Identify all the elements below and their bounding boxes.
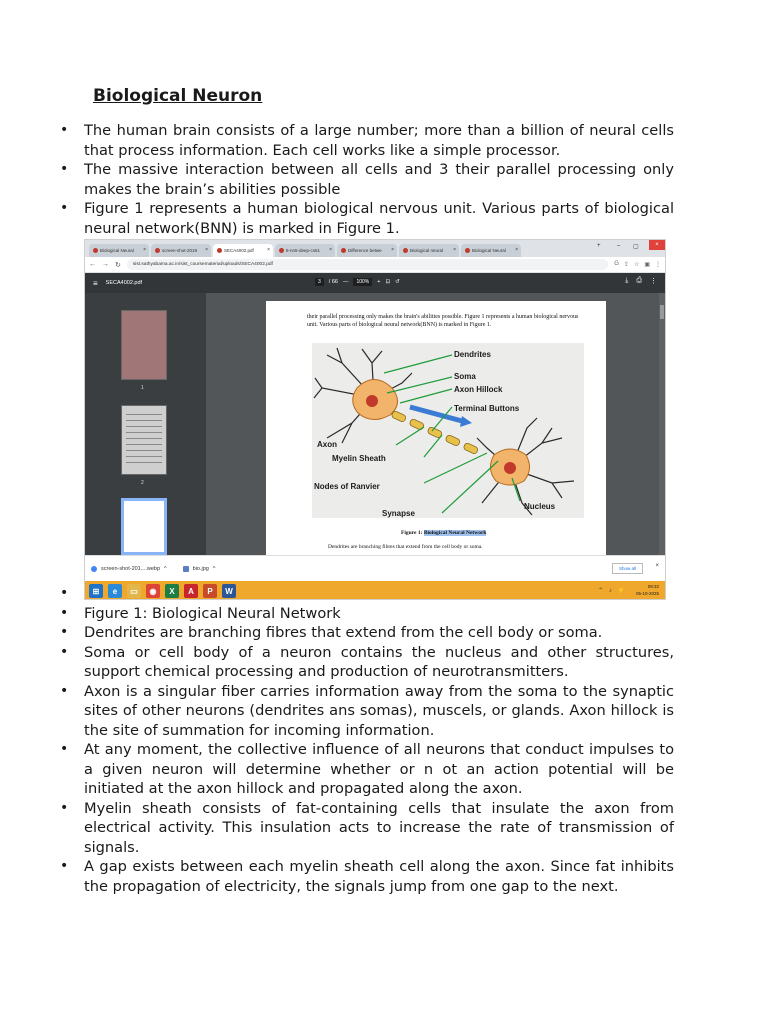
url-field[interactable]: sist.sathyabama.ac.in/sist_coursematerial/uploads/SECA4002.pdf (127, 259, 608, 270)
download-item[interactable]: screen-shot-201....webp ^ (91, 566, 167, 572)
bullet-item-empty (60, 584, 674, 604)
figure-note: Dendrites are branching fibres that extend from the cell body or soma. (328, 544, 483, 550)
tab-close-icon[interactable]: × (329, 247, 332, 253)
bullet-item: • Axon is a singular fiber carries information away from the soma to the synaptic sites of other neurons (dendrites ans somas), muscels, or glands. Axon hillock is the site of summation for incoming information. (60, 682, 674, 741)
chevron-up-icon[interactable]: ^ (164, 565, 167, 572)
browser-tab[interactable]: Difference betwe × (337, 244, 397, 257)
download-icon[interactable]: ⤓ (625, 277, 629, 284)
browser-tab-active[interactable]: SECA4002.pdf × (213, 244, 273, 257)
windows-start-icon[interactable]: ⊞ (89, 584, 103, 598)
thumbnail-sidebar (85, 293, 206, 555)
pdf-viewer (85, 293, 665, 555)
chrome-icon[interactable]: ◉ (146, 584, 160, 598)
browser-tab[interactable]: Biological Neural × (461, 244, 521, 257)
forward-icon[interactable]: → (102, 261, 109, 268)
tab-favicon-icon (217, 248, 222, 253)
browser-tab-bar (85, 240, 665, 257)
right-nucleus-shape (504, 462, 516, 474)
minimize-icon[interactable]: – (617, 243, 621, 249)
download-bar (85, 555, 665, 581)
label-synapse: Synapse (382, 509, 415, 518)
bullet-item: • The massive interaction between all cells and 3 their parallel processing only makes the brain’s abilities possible (60, 160, 674, 199)
page-thumbnail-selected[interactable] (121, 498, 167, 555)
thumbnail-number: 1 (141, 385, 144, 391)
label-terminal-buttons: Terminal Buttons (454, 404, 520, 413)
browser-tab[interactable]: 8-nn5-deep-cs51 × (275, 244, 335, 257)
system-tray-icons[interactable]: ⌃ ♪ ⚡ (598, 588, 627, 594)
zoom-in-icon[interactable]: + (377, 279, 381, 285)
fit-page-icon[interactable]: ⊡ (385, 279, 391, 285)
neuron-diagram (312, 343, 584, 518)
label-nodes-of-ranvier: Nodes of Ranvier (314, 482, 380, 491)
tab-close-icon[interactable]: × (267, 247, 270, 253)
new-tab-icon[interactable]: + (597, 243, 601, 249)
page-thumbnail[interactable] (121, 405, 167, 475)
label-nucleus: Nucleus (524, 502, 556, 511)
close-icon[interactable]: × (655, 563, 659, 569)
star-icon[interactable]: ☆ (633, 262, 640, 268)
show-all-button[interactable]: Show all (612, 563, 643, 574)
restore-icon[interactable]: ▢ (633, 244, 639, 250)
label-dendrites: Dendrites (454, 350, 491, 359)
menu-icon[interactable]: ≡ (93, 278, 98, 288)
pdf-toolbar (85, 273, 665, 293)
rotate-icon[interactable]: ↺ (395, 279, 400, 285)
bullet-item: • Myelin sheath consists of fat-containing cells that insulate the axon from electrical activity. This insulation acts to increase the rate of transmission of signals. (60, 799, 674, 858)
label-myelin-sheath: Myelin Sheath (332, 454, 386, 463)
word-icon[interactable]: W (222, 584, 236, 598)
chrome-file-icon (91, 566, 97, 572)
label-soma: Soma (454, 372, 476, 381)
address-bar (85, 257, 665, 273)
body-bullet-list (60, 584, 674, 896)
bullet-item: • A gap exists between each myelin sheath cell along the axon. Since fat inhibits the propagation of electricity, the signals jump from one gap to the next. (60, 857, 674, 896)
browser-tab[interactable]: Biological Neural × (89, 244, 149, 257)
google-icon[interactable]: G (614, 261, 619, 267)
zoom-out-icon[interactable]: — (342, 279, 349, 285)
neuron-figure (312, 343, 584, 518)
figure-caption-highlight: Biological Neural Network (423, 530, 487, 536)
tab-favicon-icon (279, 248, 284, 253)
bullet-item: • Figure 1: Biological Neural Network (60, 604, 674, 624)
share-icon[interactable]: ⇪ (623, 262, 629, 268)
tab-favicon-icon (155, 248, 160, 253)
file-explorer-icon[interactable]: ▭ (127, 584, 141, 598)
label-axon: Axon (317, 440, 337, 449)
browser-tab[interactable]: Biological neural × (399, 244, 459, 257)
download-item[interactable]: bio.jpg ^ (183, 566, 216, 572)
tab-close-icon[interactable]: × (453, 247, 456, 253)
excel-icon[interactable]: X (165, 584, 179, 598)
more-icon[interactable]: ⋮ (650, 278, 657, 285)
system-clock[interactable]: 09:32 05-10-2025 (635, 584, 659, 596)
tab-favicon-icon (403, 248, 408, 253)
tab-favicon-icon (341, 248, 346, 253)
bullet-item: • Soma or cell body of a neuron contains the nucleus and other structures, support chemical processing and production of neurotransmitters. (60, 643, 674, 682)
bullet-item: • Dendrites are branching fibres that extend from the cell body or soma. (60, 623, 674, 643)
tab-close-icon[interactable]: × (391, 247, 394, 253)
more-icon[interactable]: ⋮ (655, 262, 661, 268)
print-icon[interactable]: ⎙ (636, 277, 642, 284)
zoom-level[interactable]: 100% (353, 278, 372, 286)
tab-close-icon[interactable]: × (143, 247, 146, 253)
browser-tab[interactable]: screen-shot-2019 × (151, 244, 211, 257)
document-title: Biological Neuron (93, 86, 263, 106)
back-icon[interactable]: ← (89, 261, 96, 268)
tab-favicon-icon (465, 248, 470, 253)
page-thumbnail[interactable] (121, 310, 167, 380)
tab-close-icon[interactable]: × (205, 247, 208, 253)
label-axon-hillock: Axon Hillock (454, 385, 503, 394)
figure-caption: Figure 1: Biological Neural Network (401, 530, 487, 536)
tab-close-icon[interactable]: × (515, 247, 518, 253)
chevron-up-icon[interactable]: ^ (212, 565, 216, 572)
thumbnail-number: 2 (141, 480, 144, 486)
tab-favicon-icon (93, 248, 98, 253)
window-close-icon[interactable]: × (649, 240, 665, 250)
embedded-screenshot (84, 239, 666, 600)
bullet-item: • The human brain consists of a large number; more than a billion of neural cells that process information. Each cell works like a simple processor. (60, 121, 674, 160)
internet-explorer-icon[interactable]: e (108, 584, 122, 598)
page-total: / 66 (328, 279, 338, 285)
pdf-page (266, 301, 606, 555)
page-number-input[interactable]: 3 (315, 278, 324, 286)
reload-icon[interactable]: ↻ (115, 261, 121, 269)
image-file-icon (183, 566, 189, 572)
left-nucleus-shape (366, 395, 378, 407)
bullet-item: • Figure 1 represents a human biological nervous unit. Various parts of biological neural network(BNN) is marked in Figure 1. (60, 199, 674, 238)
intro-bullet-list (60, 121, 674, 238)
pdf-filename: SECA4002.pdf (105, 280, 143, 286)
acrobat-icon[interactable]: A (184, 584, 198, 598)
extension-icon[interactable]: ▣ (644, 262, 650, 268)
bullet-item: • At any moment, the collective influence of all neurons that conduct impulses to a given neuron will determine whether or n ot an action potential will be initiated at the axon hillock and propagated along the axon. (60, 740, 674, 799)
vertical-scrollbar[interactable] (659, 293, 665, 555)
powerpoint-icon[interactable]: P (203, 584, 217, 598)
page-text: their parallel processing only makes the brain's abilities possible. Figure 1 represents a human biological nervous unit. Various parts of biological neural network(BNN) is marked in Figure 1. (307, 314, 579, 328)
scrollbar-thumb[interactable] (660, 305, 664, 319)
